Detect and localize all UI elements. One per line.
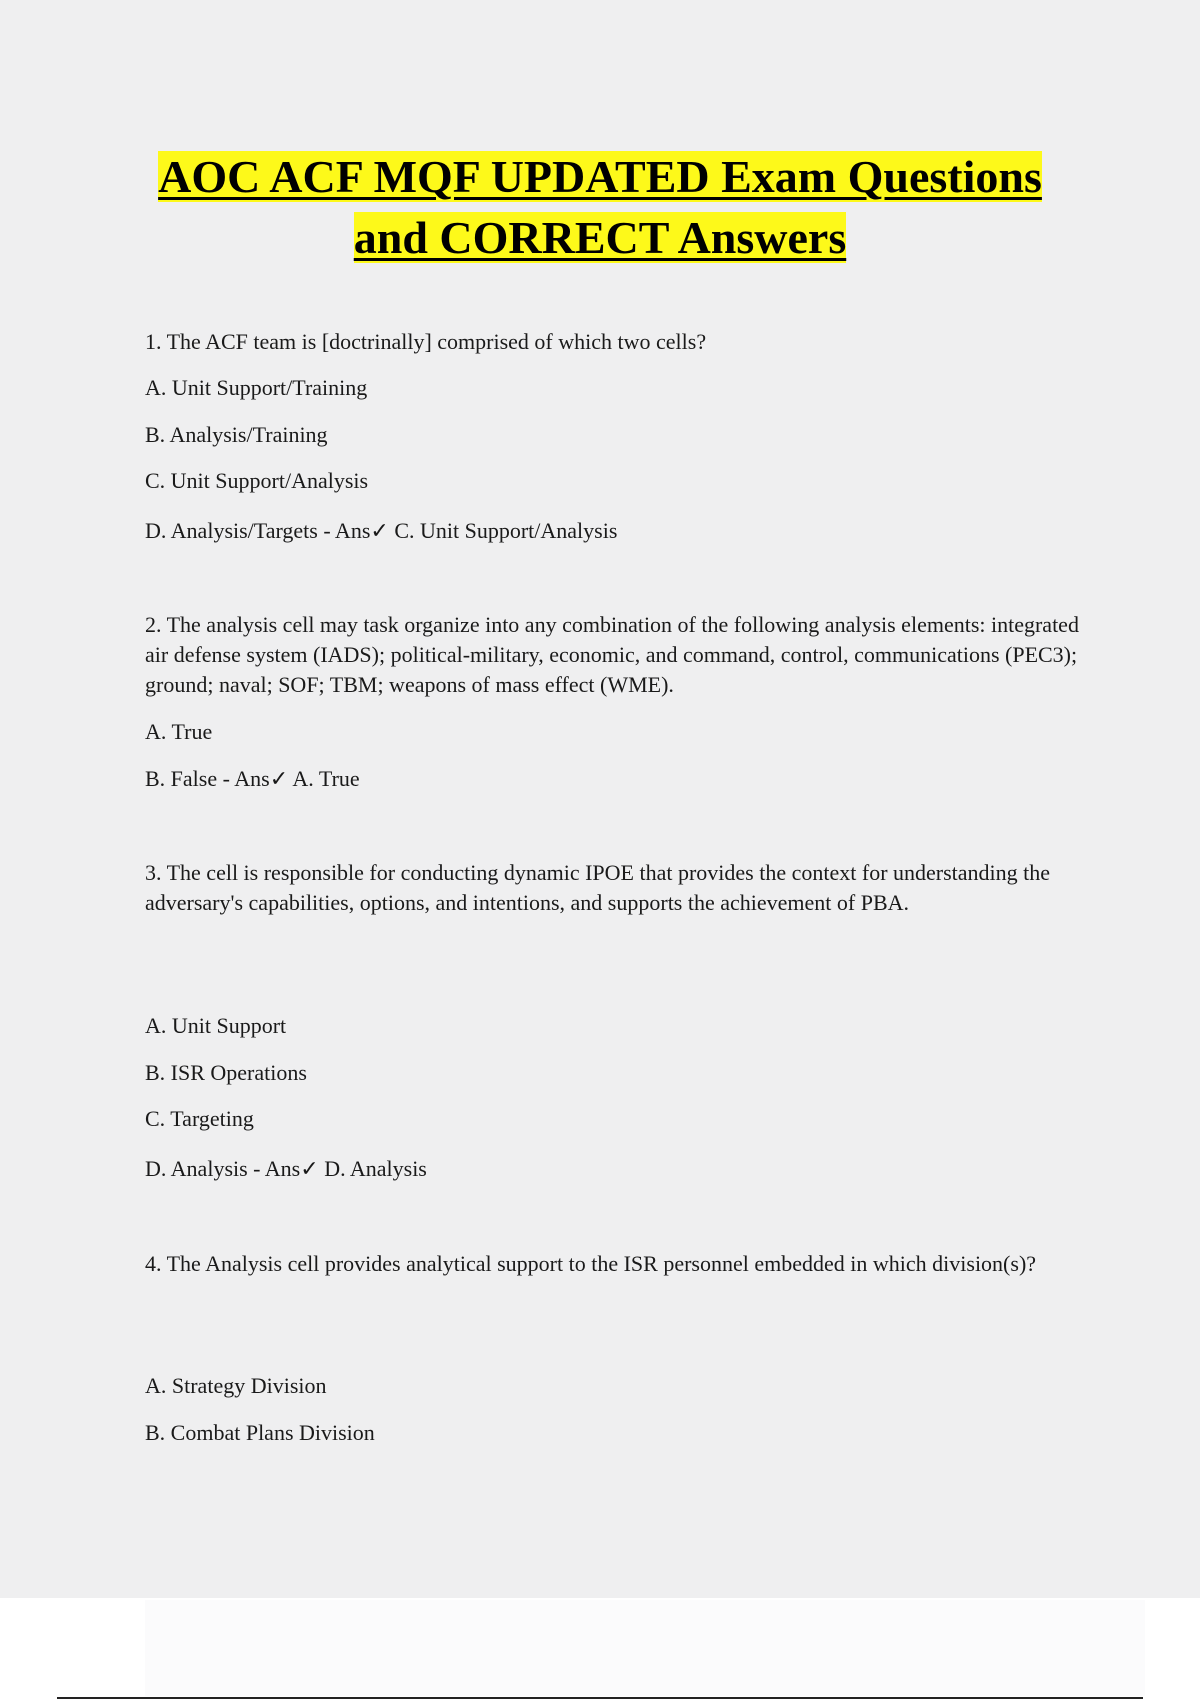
question-2-answer: A. True [288,766,360,791]
check-mark-icon: ✓ [269,767,289,792]
question-1-option-c: C. Unit Support/Analysis [145,468,369,493]
question-2-option-b-text: B. False - Ans [145,766,270,791]
question-2-option-a: A. True [145,719,213,744]
question-4-option-a: A. Strategy Division [145,1373,327,1398]
question-1-option-d-text: D. Analysis/Targets - Ans [145,518,371,543]
check-mark-icon: ✓ [370,519,389,544]
question-3-option-b: B. ISR Operations [145,1060,307,1085]
question-1-option-b: B. Analysis/Training [145,422,328,447]
question-3-answer: D. Analysis [318,1156,427,1181]
check-mark-icon: ✓ [300,1157,319,1182]
question-1-stem: 1. The ACF team is [doctrinally] comprised of which two cells? [145,329,707,354]
question-3-option-a: A. Unit Support [145,1013,287,1038]
question-2-stem: 2. The analysis cell may task organize into any combination of the following analysis elements: integrated air defense system (IADS); political-military, economic, and command, control, communications (PEC3); ground; naval; SOF; TBM; weapons of mass effect (WME). [145,612,1079,697]
question-4-option-b: B. Combat Plans Division [145,1420,375,1445]
question-1-option-a: A. Unit Support/Training [145,375,368,400]
question-3-option-d [145,1154,1090,1185]
page-divider [57,1697,1143,1699]
question-4-stem: 4. The Analysis cell provides analytical support to the ISR personnel embedded in which division(s)? [145,1251,1037,1276]
next-page-edge [145,1600,1145,1696]
question-1-answer: C. Unit Support/Analysis [388,518,618,543]
question-3-stem: 3. The cell is responsible for conducting dynamic IPOE that provides the context for understanding the adversary's capabilities, options, and intentions, and supports the achievement of PBA. [145,860,1051,915]
title-line-1: AOC ACF MQF UPDATED Exam Questions [158,151,1042,202]
question-3-option-d-text: D. Analysis - Ans [145,1156,301,1181]
question-1-option-d [145,516,1090,547]
question-2-option-b [145,764,1090,795]
title-line-2: and CORRECT Answers [353,212,847,263]
question-3-option-c: C. Targeting [145,1106,254,1131]
document-title [100,146,1100,268]
